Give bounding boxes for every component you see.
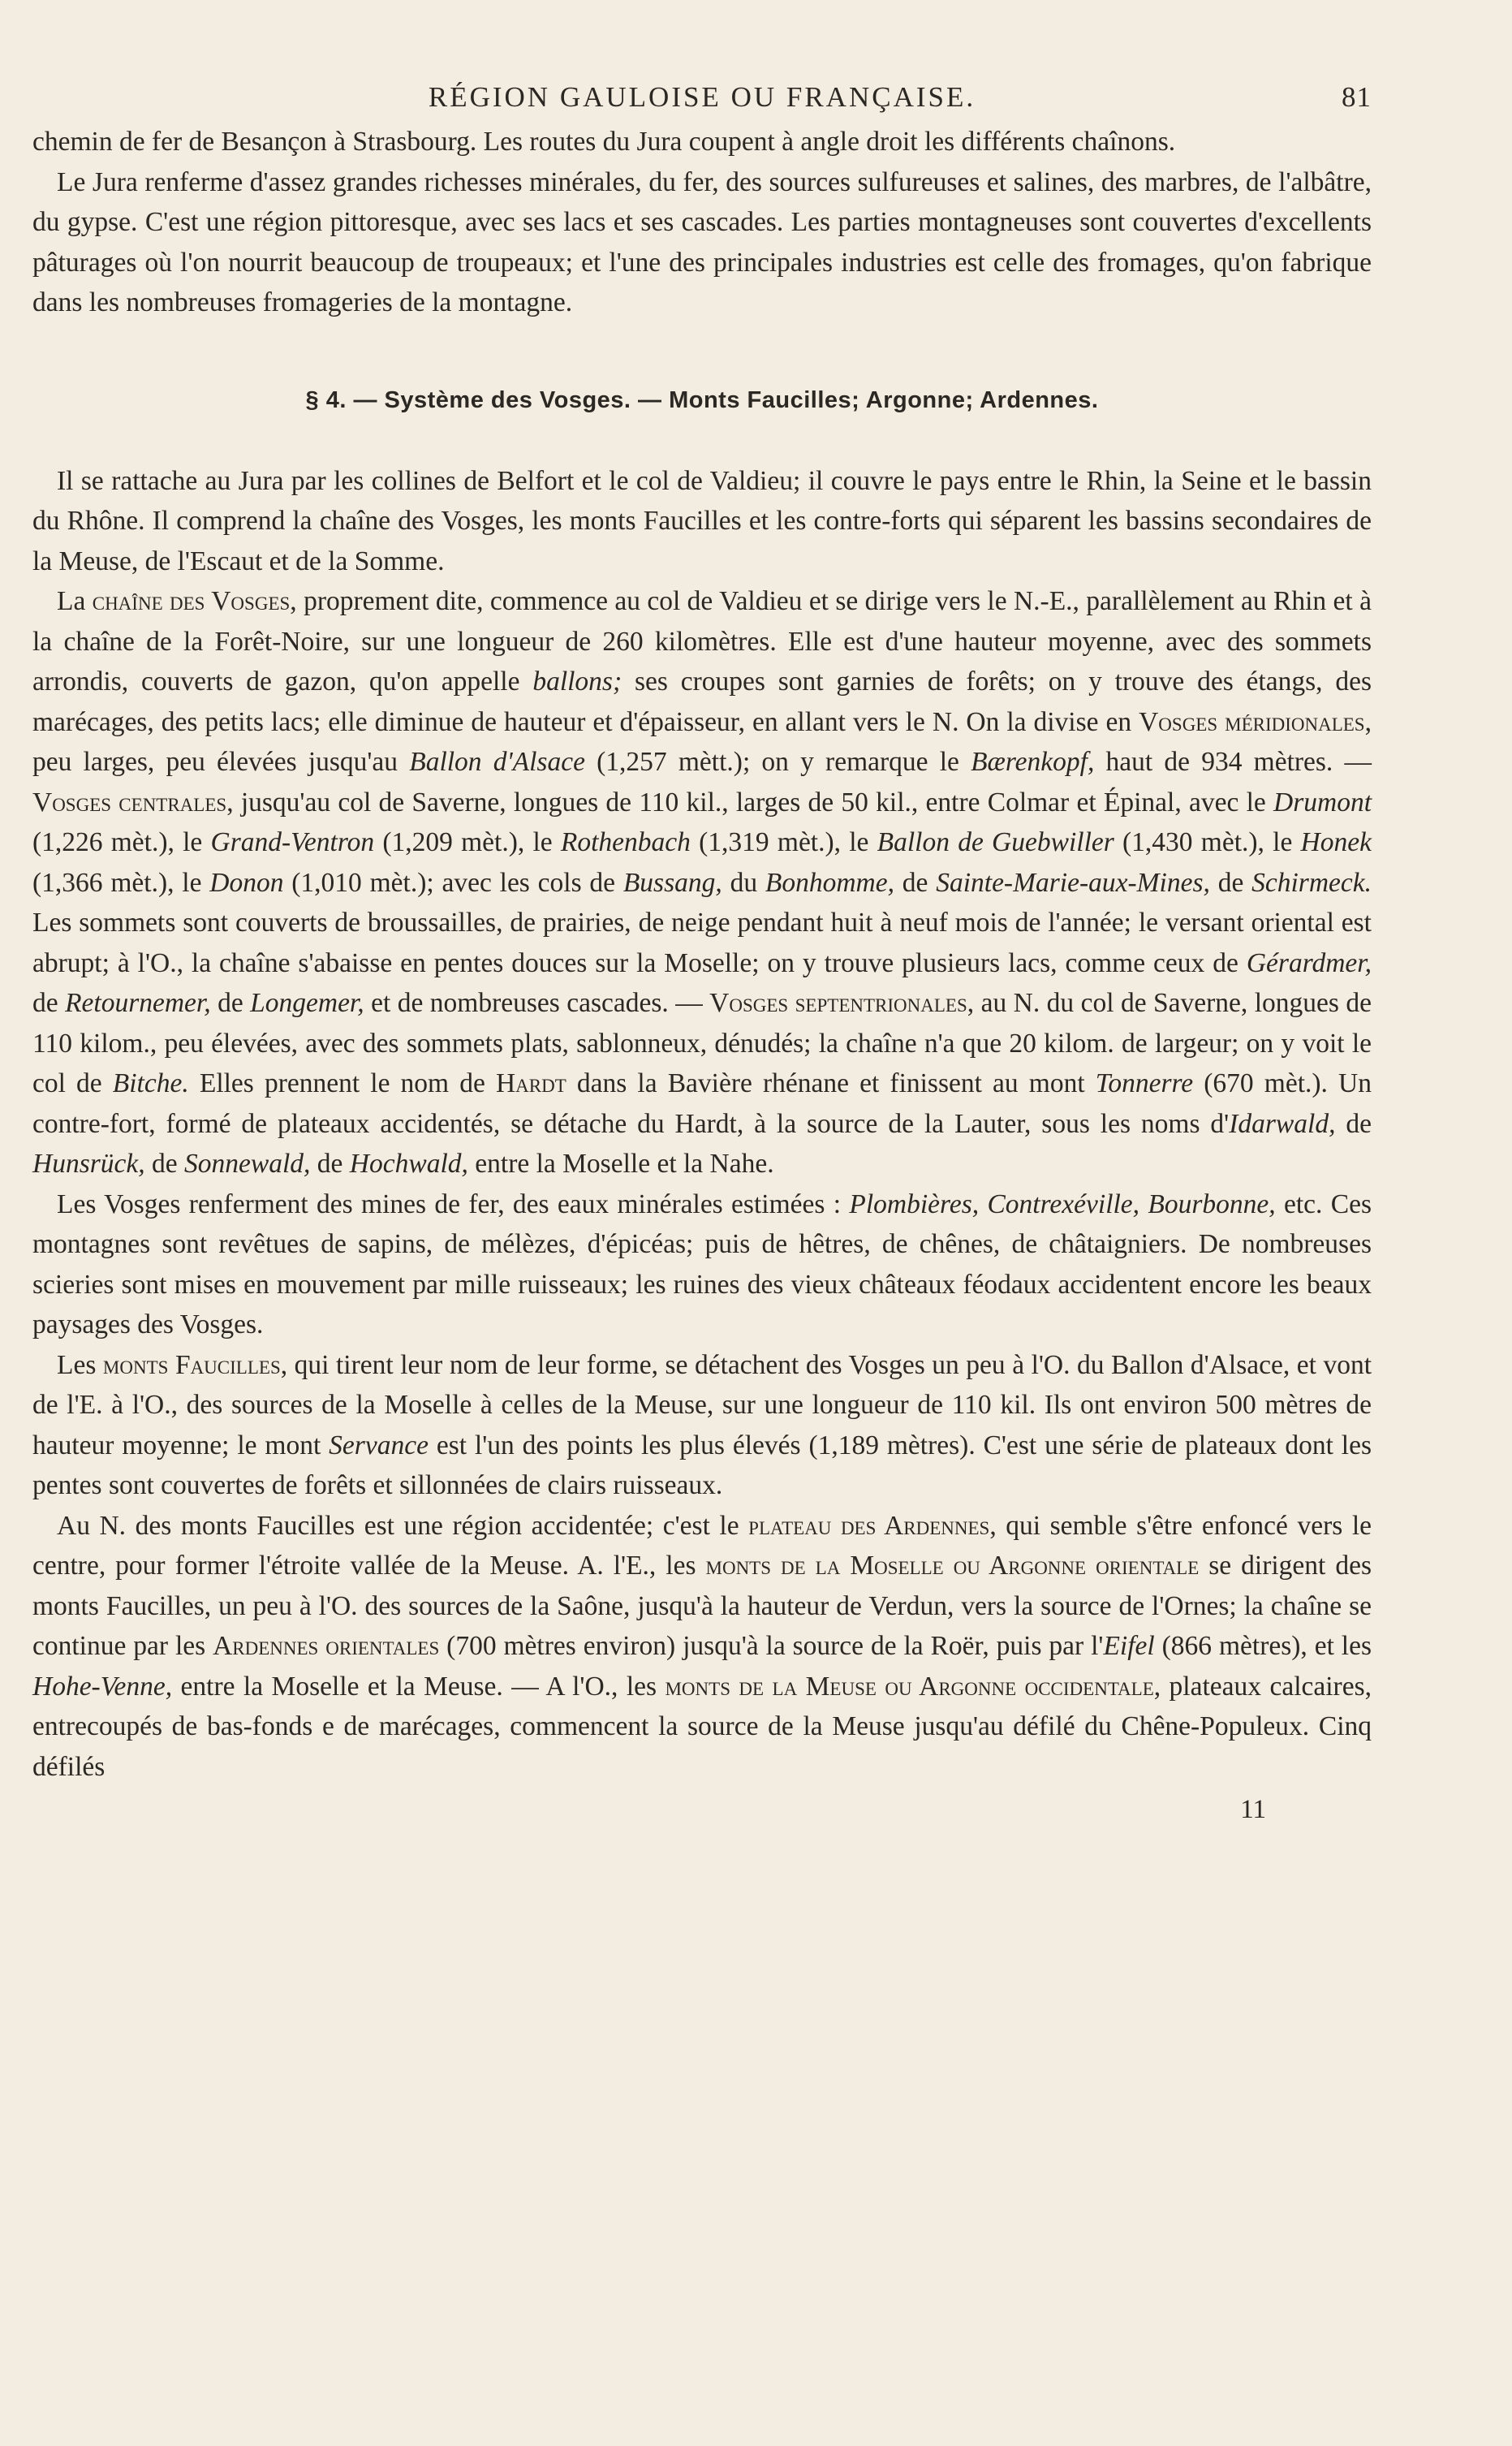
paragraph-monts-faucilles: Les monts Faucilles, qui tirent leur nom de leur forme, se détachent des Vosges un peu à l'O. du Ballon d'Alsace, et vont de l'E. à l'O., des sources de la Moselle à celles de la Meuse, sur une longueur de 110 kil. Ils ont environ 500 mètres de hauteur moyenne; le mont Servance est l'un des points les plus élevés (1,189 mètres). C'est une série de plateaux dont les pentes sont couvertes de forêts et sillonnées de clairs ruisseaux. (32, 1349, 1372, 1500)
term-ardennes-orientales: Ardennes orientales (213, 1631, 440, 1661)
place-servance: Servance (329, 1430, 429, 1460)
place-schirmeck: Schirmeck. (1251, 867, 1372, 898)
paragraph-vosges-chain: La chaîne des Vosges, proprement dite, commence au col de Valdieu et se dirige vers le N.-E., parallèlement au Rhin et à la chaîne de la Forêt-Noire, sur une longueur de 260 kilomètres. Elle est d'une hauteur moyenne, avec des sommets arrondis, couverts de gazon, qu'on appelle ballons; ses croupes sont garnies de forêts; on y trouve des étangs, des marécages, des petits lacs; elle diminue de hauteur et d'épaisseur, en allant vers le N. On la divise en Vosges méridionales, peu larges, peu élevées jusqu'au Ballon d'Alsace (1,257 mètt.); on y remarque le Bærenkopf, haut de 934 mètres. — Vosges centrales, jusqu'au col de Saverne, longues de 110 kil., larges de 50 kil., entre Colmar et Épinal, avec le Drumont (1,226 mèt.), le Grand-Ventron (1,209 mèt.), le Rothenbach (1,319 mèt.), le Ballon de Guebwiller (1,430 mèt.), le Honek (1,366 mèt.), le Donon (1,010 mèt.); avec les cols de Bussang, du Bonhomme, de Sainte-Marie-aux-Mines, de Schirmeck. Les sommets sont couverts de broussailles, de prairies, de neige pendant huit à neuf mois de l'année; le versant oriental est abrupt; à l'O., la chaîne s'abaisse en pentes douces sur la Moselle; on y trouve plusieurs lacs, comme ceux de Gérardmer, de Retournemer, de Longemer, et de nombreuses cascades. — Vosges septentrionales, au N. du col de Saverne, longues de 110 kilom., peu élevées, avec des sommets plats, sablonneux, dénudés; la chaîne n'a que 20 kilom. de largeur; on y voit le col de Bitche. Elles prennent le nom de Hardt dans la Bavière rhénane et finissent au mont Tonnerre (670 mèt.). Un contre-fort, formé de plateaux accidentés, se détache du Hardt, à la source de la Lauter, sous les noms d'Idarwald, de Hunsrück, de Sonnewald, de Hochwald, entre la Moselle et la Nahe. (32, 586, 1372, 1179)
place-bonhomme: Bonhomme, (765, 867, 894, 898)
place-longemer: Longemer, (250, 988, 364, 1018)
place-gerardmer: Gérardmer, (1246, 947, 1372, 978)
places-mineral-waters: Plombières, Contrexéville, Bourbonne, (849, 1188, 1276, 1219)
term-monts-faucilles: monts Faucilles (102, 1349, 281, 1380)
place-hunsruck: Hunsrück, (32, 1149, 145, 1179)
paragraph-vosges-system: Il se rattache au Jura par les collines de Belfort et le col de Valdieu; il couvre le pays entre le Rhin, la Seine et le bassin du Rhône. Il comprend la chaîne des Vosges, les monts Faucilles et les contre-forts qui séparent les bassins secondaires de la Meuse, de l'Escaut et de la Somme. (32, 465, 1372, 576)
place-sonnewald: Sonnewald, (184, 1149, 311, 1179)
place-baerenkopf: Bærenkopf, (971, 747, 1095, 777)
term-vosges-meridionales: Vosges méridionales (1139, 706, 1365, 737)
paragraph-vosges-resources: Les Vosges renferment des mines de fer, des eaux minérales estimées : Plombières, Contrexéville, Bourbonne, etc. Ces montagnes sont revêtues de sapins, de mélèzes, d'épicéas; puis de hêtres, de chênes, de châtaigniers. De nombreuses scieries sont mises en mouvement par mille ruisseaux; les ruines des vieux châteaux féodaux accidentent encore les beaux paysages des Vosges. (32, 1188, 1372, 1339)
paragraph-ardennes: Au N. des monts Faucilles est une région accidentée; c'est le plateau des Ardennes, qui semble s'être enfoncé vers le centre, pour former l'étroite vallée de la Meuse. A. l'E., les monts de la Moselle ou Argonne orientale se dirigent des monts Faucilles, un peu à l'O. des sources de la Saône, jusqu'à la hauteur de Verdun, vers la source de l'Ornes; la chaîne se continue par les Ardennes orientales (700 mètres environ) jusqu'à la source de la Roër, puis par l'Eifel (866 mètres), et les Hohe-Venne, entre la Moselle et la Meuse. — A l'O., les monts de la Meuse ou Argonne occidentale, plateaux calcaires, entrecoupés de bas-fonds e de marécages, commencent la source de la Meuse jusqu'au défilé du Chêne-Populeux. Cinq défilés (32, 1510, 1372, 1782)
term-hardt: Hardt (495, 1068, 566, 1098)
term-plateau-ardennes: plateau des Ardennes (748, 1510, 990, 1541)
place-donon: Donon (209, 867, 284, 898)
place-ballon-alsace: Ballon d'Alsace (409, 747, 585, 777)
place-idarwald: Idarwald, (1229, 1108, 1336, 1139)
place-honek: Honek (1300, 827, 1372, 857)
place-hohe-venne: Hohe-Venne, (32, 1671, 173, 1702)
term-vosges-septentrionales: Vosges septentrionales (709, 988, 967, 1018)
term-vosges-centrales: Vosges centrales (32, 787, 227, 817)
term-argonne-orientale: monts de la Moselle ou Argonne orientale (705, 1551, 1200, 1581)
place-rothenbach: Rothenbach (560, 827, 691, 857)
place-ballon-guebwiller: Ballon de Guebwiller (877, 827, 1114, 857)
place-hochwald: Hochwald, (349, 1149, 468, 1179)
place-grand-ventron: Grand-Ventron (210, 827, 375, 857)
place-eifel: Eifel (1103, 1631, 1155, 1661)
running-head (32, 73, 1372, 122)
place-sainte-marie: Sainte-Marie-aux-Mines, (936, 867, 1210, 898)
place-bussang: Bussang, (622, 867, 722, 898)
page-number: 81 (1342, 81, 1372, 113)
term-chaine-des-vosges: chaîne des Vosges (92, 586, 291, 616)
term-ballons: ballons; (532, 667, 622, 697)
book-page (32, 73, 1372, 1827)
running-title: RÉGION GAULOISE OU FRANÇAISE. (428, 81, 976, 113)
printer-signature-mark: 11 (1240, 1795, 1266, 1824)
paragraph-jura-resources: Le Jura renferme d'assez grandes richesses minérales, du fer, des sources sulfureuses et salines, des marbres, de l'albâtre, du gypse. C'est une région pittoresque, avec ses lacs et ses cascades. Les parties montagneuses sont couvertes d'excellents pâturages où l'on nourrit beaucoup de troupeaux; et l'une des principales industries est celle des fromages, qu'on fabrique dans les nombreuses fromageries de la montagne. (32, 166, 1372, 317)
place-bitche: Bitche. (112, 1068, 189, 1098)
paragraph-jura-routes: chemin de fer de Besançon à Strasbourg. Les routes du Jura coupent à angle droit les différents chaînons. (32, 127, 1176, 157)
place-tonnerre: Tonnerre (1095, 1068, 1194, 1098)
term-argonne-occidentale: monts de la Meuse ou Argonne occidentale (665, 1671, 1154, 1702)
section-title: § 4. — Système des Vosges. — Monts Faucilles; Argonne; Ardennes. (305, 386, 1099, 413)
place-drumont: Drumont (1273, 787, 1372, 817)
place-retournemer: Retournemer, (65, 988, 211, 1018)
